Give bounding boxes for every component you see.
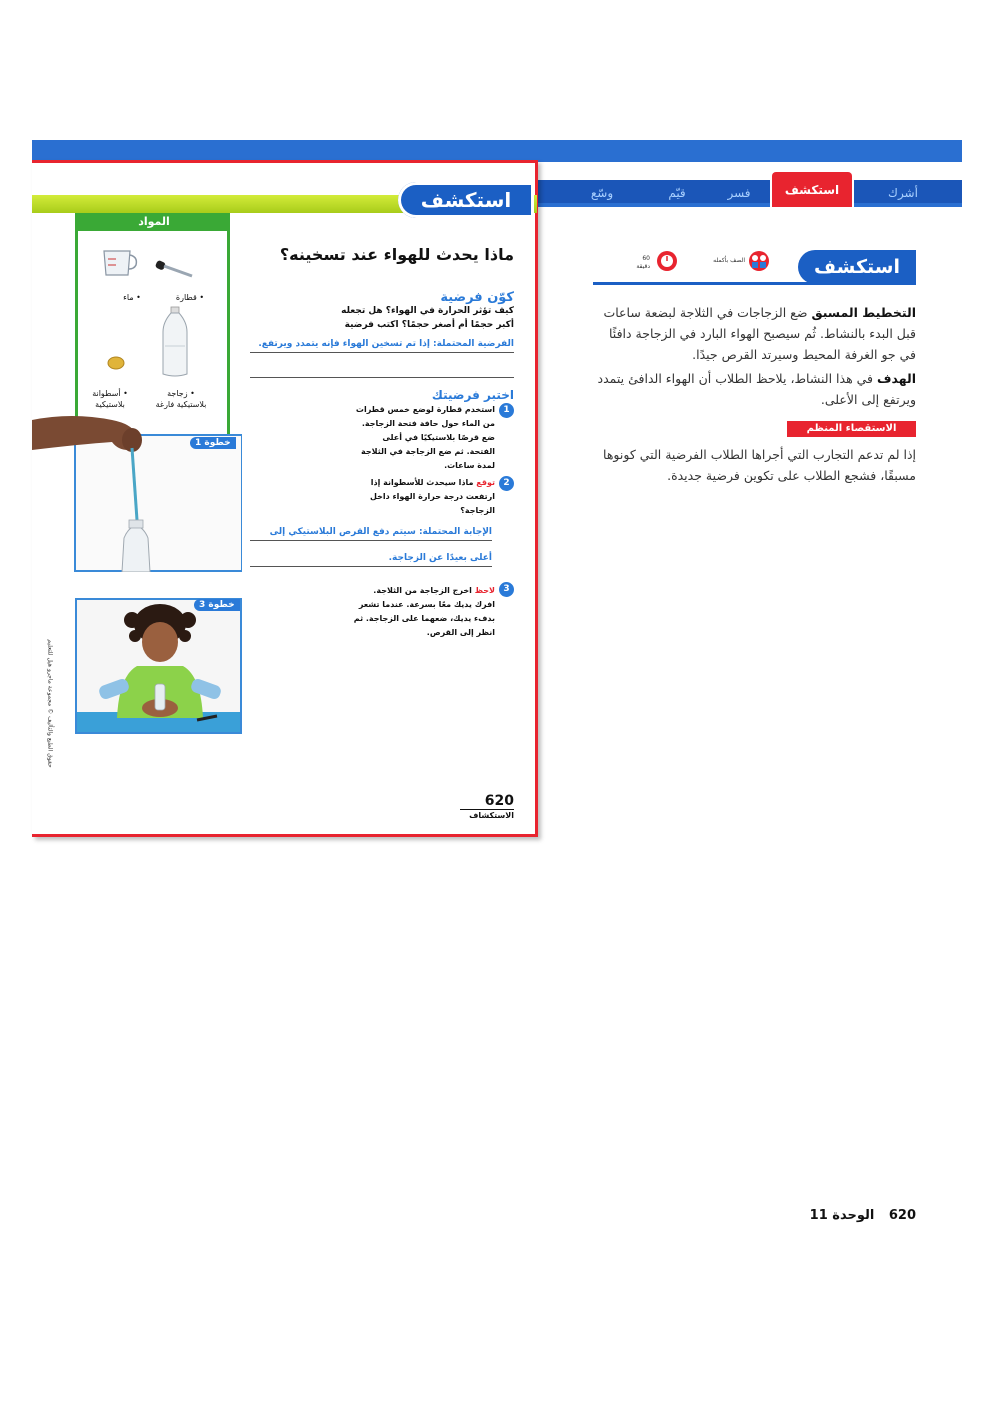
- footer-unit: الوحدة 11: [809, 1208, 875, 1223]
- goal-paragraph: [590, 368, 916, 410]
- step-1-tag: خطوة 1: [190, 437, 236, 449]
- step-3-number: 3: [499, 582, 514, 597]
- step-2-text: [352, 476, 495, 518]
- step-1-text: استخدم قطارة لوضع خمس قطرات من الماء حول حافة فتحة الزجاجة. ضع قرصًا بلاستيكيًا في أعلى الفتحة. ثم ضع الزجاجة في الثلاجة لمدة ساعات.: [355, 405, 495, 470]
- tab-explore[interactable]: استكشف: [770, 170, 854, 207]
- girl-bottle-photo: [75, 598, 242, 734]
- planning-text: ضع الزجاجات في الثلاجة لبضعة ساعات قبل البدء بالنشاط. ثُم سيصبح الهواء البارد في الزجاجة دافئًا في جو الغرفة المحيط وسيرتد القرص جيدًا.: [603, 305, 916, 362]
- step-3-tag: خطوة 3: [194, 599, 240, 611]
- phase-tab-bar: [537, 180, 962, 207]
- material-bottle: • زجاجة بلاستيكية فارغة: [155, 389, 207, 409]
- goal-label: الهدف: [877, 371, 916, 386]
- tab-engage[interactable]: أشرك: [888, 186, 918, 200]
- tab-evaluate[interactable]: قيّم: [668, 186, 686, 200]
- step-3-text: [352, 584, 495, 640]
- group-label: الصف بأكمله: [713, 257, 745, 264]
- page-footer: [770, 1208, 916, 1223]
- dropper-icon: [154, 256, 196, 280]
- student-explore-banner: استكشف: [398, 182, 534, 218]
- side-credit: حقوق الطبع والتأليف © مجموعة ماجرو هيل للتعليم: [46, 639, 54, 768]
- predict-label: توقع: [476, 478, 495, 487]
- teacher-banner-underline: [593, 282, 916, 285]
- tab-extend[interactable]: وسّع: [590, 186, 614, 200]
- teacher-explore-banner: استكشف: [798, 250, 916, 284]
- question-title: ماذا يحدث للهواء عند تسخينه؟: [279, 245, 514, 264]
- make-hypothesis-heading: كوّن فرضية: [440, 290, 514, 305]
- plastic-disc-icon: [106, 356, 126, 370]
- time-value: 60: [642, 255, 650, 262]
- observe-label: لاحظ: [474, 586, 495, 595]
- make-hypothesis-prompt: كيف تؤثر الحرارة في الهواء؟ هل تجعله أكبر حجمًا أم أصغر حجمًا؟ اكتب فرضية: [341, 306, 514, 330]
- material-disc: • أسطوانة بلاستيكية: [92, 389, 128, 409]
- timer-icon: [656, 250, 678, 272]
- observe-instructions: اخرج الزجاجة من الثلاجة. افرك يديك معًا بسرعة. عندما تشعر بدفء يديك، ضعهما على الزجاجة. ثم انظر إلى القرص.: [353, 586, 495, 637]
- inquiry-text: إذا لم تدعم التجارب التي أجراها الطلاب الفرضية التي كونوها مسبقًا، فشجع الطلاب على تكوين فرضية جديدة.: [603, 447, 916, 483]
- material-water: • ماء: [123, 293, 141, 302]
- structured-inquiry-tag: الاستقصاء المنظم: [787, 421, 916, 437]
- student-page-footer: الاستكشاف: [469, 811, 514, 820]
- tab-explain[interactable]: فسر: [727, 186, 751, 200]
- goal-text: في هذا النشاط، يلاحظ الطلاب أن الهواء الدافئ يتمدد ويرتفع إلى الأعلى.: [597, 371, 916, 407]
- predict-question: ماذا سيحدث للأسطوانة إذا ارتفعت درجة حرارة الهواء داخل الزجاجة؟: [369, 478, 495, 515]
- material-dropper: • قطارة: [175, 293, 205, 302]
- planning-label: التخطيط المسبق: [811, 305, 916, 320]
- planning-paragraph: [590, 302, 916, 365]
- whole-class-icon: [748, 250, 770, 272]
- test-hypothesis-heading: اختبر فرضيتك: [431, 388, 514, 402]
- answer-line: [250, 377, 514, 378]
- student-page-number: 620: [460, 793, 514, 810]
- plastic-bottle-icon: [160, 306, 190, 378]
- measuring-cup-icon: [98, 247, 140, 279]
- hypothesis-answer: الفرضية المحتملة: إذا تم تسخين الهواء فإنه يتمدد ويرتفع.: [250, 336, 514, 353]
- girl-illustration: [77, 600, 242, 734]
- time-unit: دقيقة: [636, 263, 650, 270]
- prediction-answer-line-2: أعلى بعيدًا عن الزجاجة.: [250, 550, 492, 567]
- footer-page-number: 620: [888, 1208, 916, 1223]
- step-2-number: 2: [499, 476, 514, 491]
- materials-title: المواد: [78, 213, 230, 231]
- hand-dropper-photo: [32, 410, 242, 572]
- step-1-number: 1: [499, 403, 514, 418]
- top-band: [32, 140, 962, 162]
- prediction-answer-line-1: الإجابة المحتملة: سيتم دفع القرص البلاستيكي إلى: [250, 524, 492, 541]
